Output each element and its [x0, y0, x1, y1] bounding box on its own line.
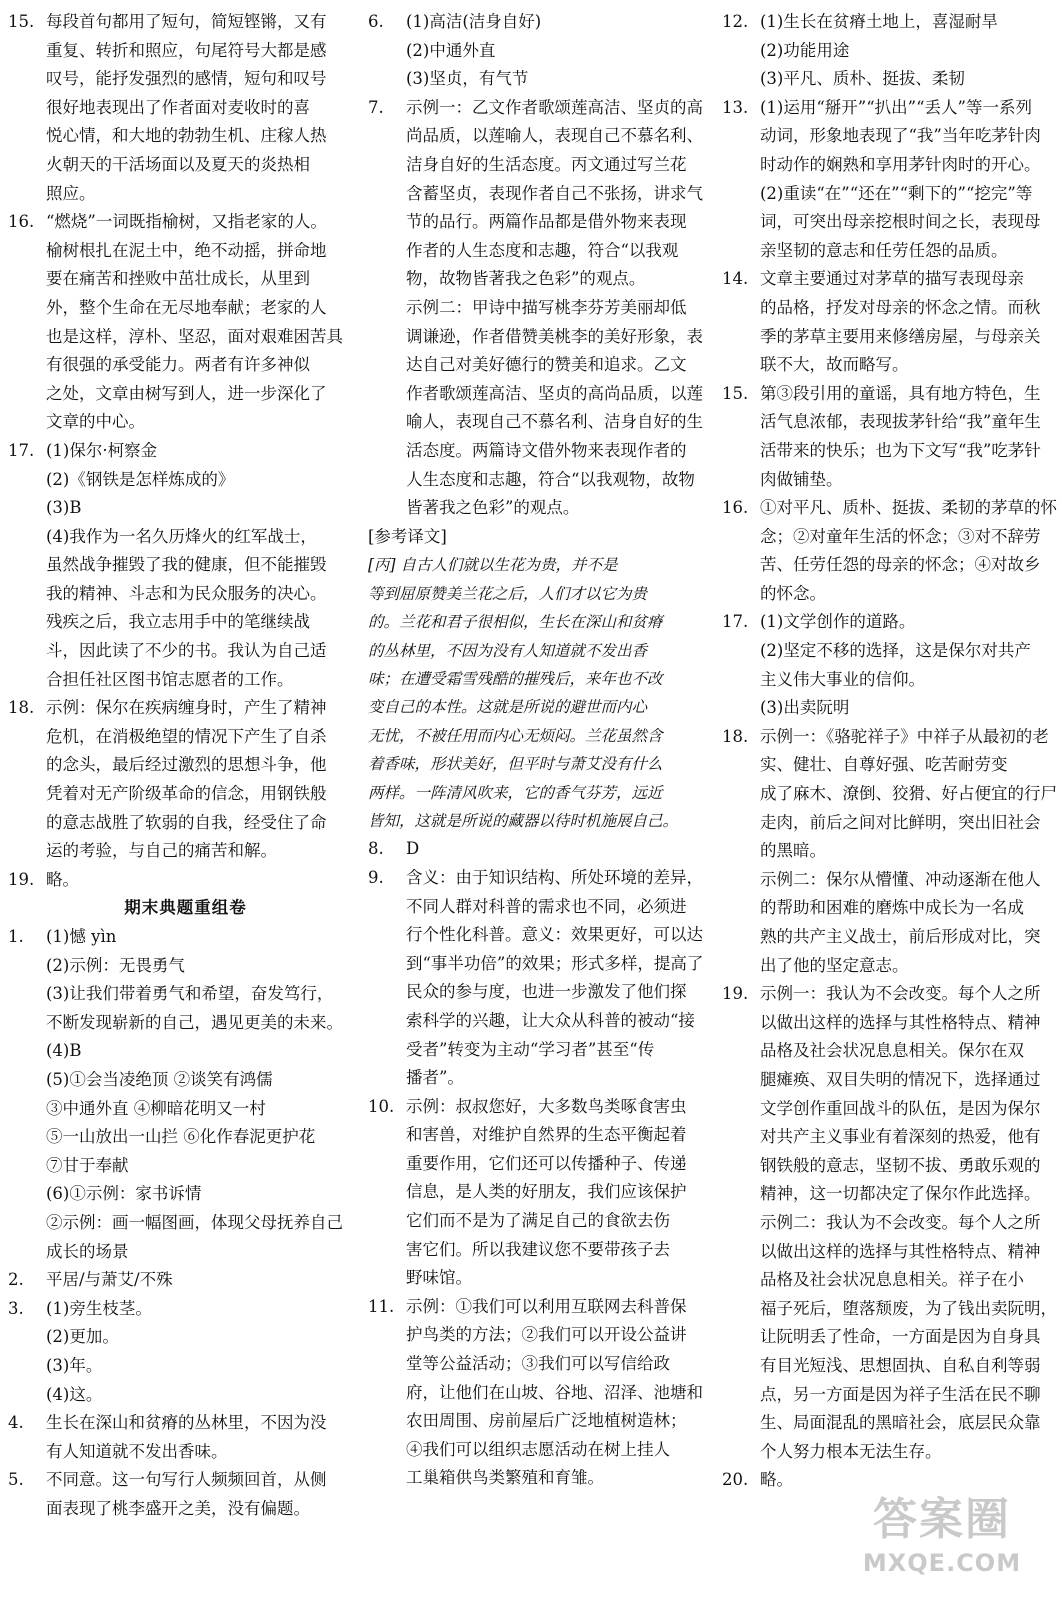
answer-line: 合担任社区图书馆志愿者的工作。	[46, 669, 294, 689]
answer-16b	[722, 494, 1056, 608]
answer-line: 要在痛苦和挫败中茁壮成长，从里到	[46, 269, 310, 289]
answer-7	[368, 94, 710, 523]
answer-line: 工巢箱供鸟类繁殖和育雏。	[406, 1468, 604, 1488]
item-number: 1.	[8, 927, 24, 946]
answer-line: ③中通外直 ④柳暗花明又一村	[46, 1098, 266, 1118]
answer-line: 也是这样，淳朴、坚忍，面对艰难困苦具	[46, 326, 343, 346]
answer-line: 行个性化科普。意义：效果更好，可以达	[406, 925, 703, 945]
item-number: 6.	[368, 12, 384, 31]
answer-line: 榆树根扎在泥土中，绝不动摇，拼命地	[46, 240, 327, 260]
answer-line: 作者的人生态度和志趣，符合“以我观	[406, 240, 679, 260]
answer-line: 略。	[760, 1470, 793, 1490]
answer-line: 示例二：保尔从懵懂、冲动逐渐在他人	[760, 869, 1041, 889]
answer-line: 成长的场景	[46, 1241, 129, 1261]
answer-line: ①对平凡、质朴、挺拔、柔韧的茅草的怀	[760, 498, 1057, 518]
answer-line: 以做出这样的选择与其性格特点、精神	[760, 1241, 1041, 1261]
answer-line: 平居/与萧艾/不殊	[46, 1270, 173, 1290]
answer-line: 斗，因此读了不少的书。我认为自己适	[46, 641, 327, 661]
answer-5	[8, 1466, 353, 1523]
answer-line: 它们而不是为了满足自己的食欲去伤	[406, 1211, 670, 1231]
answer-line: 的怀念。	[760, 583, 826, 603]
answer-line: 残疾之后，我立志用手中的笔继续战	[46, 612, 310, 632]
answer-line: (4)我作为一名久历烽火的红军战士，	[46, 526, 317, 546]
item-number: 16.	[8, 212, 35, 232]
answer-line: 实、健壮、自尊好强、吃苦耐劳变	[760, 755, 1008, 775]
answer-16	[8, 208, 353, 437]
item-number: 4.	[8, 1413, 24, 1433]
answer-line: 含蓄坚贞，表现作者自己不张扬，讲求气	[406, 183, 703, 203]
item-number: 14.	[722, 269, 749, 289]
answer-line: 外，整个生命在无尽地奉献；老家的人	[46, 297, 327, 317]
answer-17	[8, 437, 353, 694]
answer-line: 示例：保尔在疾病缠身时，产生了精神	[46, 698, 327, 718]
answer-line: 危机，在消极绝望的情况下产生了自杀	[46, 726, 327, 746]
answer-line: 叹号，能抒发强烈的感情，短句和叹号	[46, 69, 327, 89]
answer-8	[368, 835, 710, 864]
answer-line: 示例一：《骆驼祥子》中祥子从最初的老	[760, 726, 1049, 746]
translation-line: 等到屈原赞美兰花之后，人们才以它为贵	[368, 584, 648, 603]
answer-20	[722, 1466, 1056, 1495]
answer-line: 和害兽，对维护自然界的生态平衡起着	[406, 1125, 687, 1145]
answer-line: 的意志战胜了软弱的自我，经受住了命	[46, 812, 327, 832]
answer-line: 活带来的快乐；也为下文写“我”吃茅针	[760, 440, 1041, 460]
answer-line: 农田周围、房前屋后广泛地植树造林；	[406, 1411, 687, 1431]
answer-line: 尚品质，以莲喻人，表现自己不慕名利、	[406, 126, 703, 146]
item-number: 9.	[368, 867, 384, 887]
answer-line: 让阮明丢了性命，一方面是因为自身具	[760, 1327, 1041, 1347]
item-number: 15.	[722, 383, 749, 403]
answer-line: 文章的中心。	[46, 412, 145, 432]
translation-line: 两样。一阵清风吹来，它的香气芬芳，远近	[368, 783, 663, 802]
answer-4	[8, 1409, 353, 1466]
answer-line: 作者歌颂莲高洁、坚贞的高尚品质，以莲	[406, 383, 703, 403]
answer-line: 皆著我之色彩”的观点。	[406, 498, 580, 518]
answer-12	[722, 8, 1056, 94]
answer-line: 文学创作重回战斗的队伍，是因为保尔	[760, 1098, 1041, 1118]
answer-line: 民众的参与度，也进一步激发了他们探	[406, 982, 687, 1002]
answer-line: 调谦逊，作者借赞美桃李的美好形象，表	[406, 326, 703, 346]
answer-line: 精神，这一切都决定了保尔作此选择。	[760, 1184, 1041, 1204]
answer-line: 照应。	[46, 183, 96, 203]
answer-line: 略。	[46, 869, 79, 889]
answer-15	[8, 8, 353, 208]
item-number: 10.	[368, 1096, 395, 1116]
answer-line: 示例一：乙文作者歌颂莲高洁、坚贞的高	[406, 97, 703, 117]
answer-line: (6)①示例：家书诉情	[46, 1184, 202, 1204]
answer-line: 生、局面混乱的黑暗社会，底层民众靠	[760, 1413, 1041, 1433]
answer-17b	[722, 608, 1056, 722]
answer-line: 示例二：甲诗中描写桃李芬芳美丽却低	[406, 297, 687, 317]
answer-line: (2)《钢铁是怎样炼成的》	[46, 469, 235, 489]
answer-line: ②示例：画一幅图画，体现父母抚养自己	[46, 1212, 343, 1232]
answer-line: 护鸟类的方法；②我们可以开设公益讲	[406, 1325, 687, 1345]
item-number: 2.	[8, 1270, 24, 1290]
answer-line: 示例：①我们可以利用互联网去科普保	[406, 1296, 687, 1316]
answer-line: 面表现了桃李盛开之美，没有偏题。	[46, 1498, 310, 1518]
answer-1	[8, 923, 353, 1266]
item-number: 17.	[8, 440, 35, 460]
answer-line: 物，故物皆著我之色彩”的观点。	[406, 269, 646, 289]
answer-line: (3)坚贞，有气节	[406, 69, 529, 89]
answer-14	[722, 265, 1056, 379]
answer-line: 重要作用，它们还可以传播种子、传递	[406, 1153, 687, 1173]
answer-19	[8, 866, 353, 895]
answer-line: 熟的共产主义战士，前后形成对比，突	[760, 927, 1041, 946]
answer-line: (1)文学创作的道路。	[760, 612, 916, 632]
answer-line: 福子死后，堕落颓废，为了钱出卖阮明，	[760, 1298, 1057, 1318]
answer-line: (2)中通外直	[406, 40, 496, 60]
answer-line: 虽然战争摧毁了我的健康，但不能摧毁	[46, 555, 327, 575]
section-heading: 期末典题重组卷	[124, 898, 247, 918]
answer-line: 喻人，表现自己不慕名利、洁身自好的生	[406, 412, 703, 432]
answer-line: 季的茅草主要用来修缮房屋，与母亲关	[760, 326, 1041, 346]
translation-line: 着香味，形状美好，但平时与萧艾没有什么	[368, 755, 663, 774]
answer-line: (2)功能用途	[760, 40, 850, 60]
answer-line: 示例一：我认为不会改变。每个人之所	[760, 984, 1041, 1004]
answer-15b	[722, 380, 1056, 494]
translation-line: 味；在遭受霜雪残酷的摧残后，来年也不改	[368, 669, 663, 688]
answer-line: 联不大，故而略写。	[760, 355, 909, 375]
answer-line: (1)运用“掰开”“扒出”“丢人”等一系列	[760, 97, 1032, 117]
answer-line: 肉做铺垫。	[760, 469, 843, 489]
answer-2	[8, 1266, 353, 1295]
watermark-logo-text: 答案圈	[873, 1494, 1011, 1545]
answer-line: 之处，文章由树写到人，进一步深化了	[46, 383, 327, 403]
answer-line: (2)更加。	[46, 1327, 119, 1347]
item-number: 8.	[368, 839, 384, 859]
translation-line: [丙] 自古人们就以生花为贵，并不是	[368, 556, 618, 575]
answer-line: (2)坚定不移的选择，这是保尔对共产	[760, 641, 1031, 661]
column-middle	[368, 8, 710, 1493]
item-number: 20.	[722, 1470, 749, 1490]
answer-line: 苦、任劳任怨的母亲的怀念；④对故乡	[760, 555, 1041, 575]
answer-9	[368, 864, 710, 1093]
answer-line: 时动作的娴熟和享用茅针肉时的开心。	[760, 154, 1041, 174]
answer-line: 运的考验，与自己的痛苦和解。	[46, 841, 277, 861]
answer-line: D	[406, 839, 420, 859]
answer-18	[8, 694, 353, 866]
answer-line: 凭着对无产阶级革命的信念，用钢铁般	[46, 784, 327, 804]
item-number: 19.	[722, 984, 749, 1004]
answer-line: 品格及社会状况息息相关。祥子在小	[760, 1270, 1024, 1290]
answer-line: (1)憾 yìn	[46, 927, 117, 946]
column-left	[8, 8, 353, 1523]
answer-line: “燃烧”一词既指榆树，又指老家的人。	[46, 212, 327, 232]
answer-line: 主义伟大事业的信仰。	[760, 669, 925, 689]
answer-line: 有很强的承受能力。两者有许多神似	[46, 355, 310, 375]
answer-line: 每段首句都用了短句，简短铿锵，又有	[46, 12, 327, 31]
answer-line: 品格及社会状况息息相关。保尔在双	[760, 1041, 1024, 1061]
answer-line: 的念头，最后经过激烈的思想斗争，他	[46, 755, 327, 775]
translation-line: 无忧，不被任用而内心无烦闷。兰花虽然含	[368, 726, 663, 745]
answer-3	[8, 1295, 353, 1409]
answer-line: 活态度。两篇诗文借外物来表现作者的	[406, 440, 687, 460]
translation-line: 皆知，这就是所说的藏器以待时机施展自己。	[368, 811, 679, 830]
answer-10	[368, 1093, 710, 1293]
answer-line: 悦心情，和大地的勃勃生机、庄稼人热	[46, 126, 327, 146]
answer-line: 府，让他们在山坡、谷地、沼泽、池塘和	[406, 1382, 703, 1402]
answer-line: 有目光短浅、思想固执、自私自利等弱	[760, 1355, 1041, 1375]
answer-line: 第③段引用的童谣，具有地方特色，生	[760, 383, 1041, 403]
answer-line: 的帮助和困难的磨炼中成长为一名成	[760, 898, 1024, 918]
answer-line: (1)生长在贫瘠土地上，喜湿耐旱	[760, 12, 998, 31]
answer-line: 钢铁般的意志，坚韧不拔、勇敢乐观的	[760, 1155, 1041, 1175]
item-number: 7.	[368, 97, 384, 117]
item-number: 12.	[722, 12, 749, 31]
answer-line: 动词，形象地表现了“我”当年吃茅针肉	[760, 126, 1041, 146]
answer-line: 达自己对美好德行的赞美和追求。乙文	[406, 355, 687, 375]
answer-line: (3)B	[46, 498, 82, 518]
answer-line: 词，可突出母亲挖根时间之长，表现母	[760, 212, 1041, 232]
watermark-url: MXQE.COM	[862, 1549, 1022, 1577]
answer-line: 洁身自好的生活态度。丙文通过写兰花	[406, 154, 687, 174]
answer-line: (3)平凡、质朴、挺拔、柔韧	[760, 69, 965, 89]
answer-line: 出了他的坚定意志。	[760, 955, 909, 975]
site-watermark	[842, 1492, 1042, 1586]
answer-line: 走肉，前后之间对比鲜明，突出旧社会	[760, 812, 1041, 832]
answer-line: 文章主要通过对茅草的描写表现母亲	[760, 269, 1024, 289]
answer-line: 不断发现崭新的自己，遇见更美的未来。	[46, 1012, 343, 1032]
answer-line: 亲坚韧的意志和任劳任怨的品质。	[760, 240, 1008, 260]
answer-line: 的黑暗。	[760, 841, 826, 861]
translation-line: 的丛林里，不因为没有人知道就不发出香	[368, 641, 648, 660]
answer-line: 害它们。所以我建议您不要带孩子去	[406, 1239, 670, 1259]
item-number: 18.	[8, 698, 35, 718]
answer-line: 不同意。这一句写行人频频回首，从侧	[46, 1470, 327, 1490]
answer-line: 的品格，抒发对母亲的怀念之情。而秋	[760, 297, 1041, 317]
translation-heading: [参考译文]	[368, 526, 447, 546]
item-number: 18.	[722, 726, 749, 746]
answer-line: (1)保尔·柯察金	[46, 440, 158, 460]
answer-line: (3)出卖阮明	[760, 698, 850, 718]
item-number: 11.	[368, 1296, 395, 1316]
answer-line: (3)让我们带着勇气和希望，奋发笃行，	[46, 984, 334, 1004]
answer-line: 到“事半功倍”的效果；形式多样，提高了	[406, 953, 704, 973]
item-number: 3.	[8, 1298, 24, 1318]
answer-line: (3)年。	[46, 1355, 103, 1375]
answer-line: 索科学的兴趣，让大众从科普的被动“接	[406, 1010, 695, 1030]
answer-line: 信息，是人类的好朋友，我们应该保护	[406, 1182, 687, 1202]
translation-text	[368, 551, 710, 835]
translation-line: 的。兰花和君子很相似，生长在深山和贫瘠	[368, 613, 663, 632]
answer-line: 成了麻木、潦倒、狡猾、好占便宜的行尸	[760, 784, 1057, 804]
answer-line: 重复、转折和照应，句尾符号大都是感	[46, 40, 327, 60]
answer-line: (4)B	[46, 1041, 82, 1061]
answer-line: 个人努力根本无法生存。	[760, 1441, 942, 1461]
answer-line: 受者”转变为主动“学习者”甚至“传	[406, 1039, 655, 1059]
answer-line: 不同人群对科普的需求也不同，必须进	[406, 896, 687, 916]
answer-line: (5)①会当凌绝顶 ②谈笑有鸿儒	[46, 1069, 273, 1089]
item-number: 16.	[722, 498, 749, 518]
answer-19b	[722, 980, 1056, 1466]
answer-line: ⑤一山放出一山拦 ⑥化作春泥更护花	[46, 1127, 316, 1147]
answer-line: 野味馆。	[406, 1268, 472, 1288]
answer-18b	[722, 723, 1056, 980]
item-number: 15.	[8, 12, 35, 31]
translation-line: 变自己的本性。这就是所说的避世而内心	[368, 698, 648, 717]
answer-line: 对共产主义事业有着深刻的热爱，他有	[760, 1127, 1041, 1147]
answer-line: 人生态度和志趣，符合“以我观物，故物	[406, 469, 695, 489]
answer-line: ⑦甘于奉献	[46, 1155, 129, 1175]
answer-line: (2)重读“在”“还在”“剩下的”“挖完”等	[760, 183, 1033, 203]
answer-line: 有人知道就不发出香味。	[46, 1441, 228, 1461]
answer-line: (1)高洁(洁身自好)	[406, 12, 542, 31]
item-number: 17.	[722, 612, 749, 632]
answer-line: 很好地表现出了作者面对麦收时的喜	[46, 97, 310, 117]
answer-13	[722, 94, 1056, 266]
answer-line: 生长在深山和贫瘠的丛林里，不因为没	[46, 1413, 327, 1433]
answer-line: 以做出这样的选择与其性格特点、精神	[760, 1012, 1041, 1032]
answer-11	[368, 1293, 710, 1493]
answer-line: 我的精神、斗志和为民众服务的决心。	[46, 583, 327, 603]
item-number: 5.	[8, 1470, 24, 1490]
item-number: 13.	[722, 97, 749, 117]
answer-line: 堂等公益活动；③我们可以写信给政	[406, 1354, 670, 1374]
answer-line: (1)旁生枝茎。	[46, 1298, 152, 1318]
answer-line: (4)这。	[46, 1384, 103, 1404]
answer-line: 念；②对童年生活的怀念；③对不辞劳	[760, 526, 1041, 546]
answer-line: 火朝天的干活场面以及夏天的炎热相	[46, 154, 310, 174]
answer-line: 点，另一方面是因为祥子生活在民不聊	[760, 1384, 1041, 1404]
answer-6	[368, 8, 710, 94]
column-right	[722, 8, 1056, 1495]
item-number: 19.	[8, 869, 35, 889]
answer-line: (2)示例：无畏勇气	[46, 955, 185, 975]
answer-line: 含义：由于知识结构、所处环境的差异，	[406, 867, 703, 887]
answer-line: 腿瘫痪、双目失明的情况下，选择通过	[760, 1069, 1041, 1089]
answer-line: 播者”。	[406, 1068, 464, 1088]
answer-line: ④我们可以组织志愿活动在树上挂人	[406, 1439, 670, 1459]
answer-line: 示例：叔叔您好，大多数鸟类啄食害虫	[406, 1096, 687, 1116]
answer-line: 活气息浓郁，表现拔茅针给“我”童年生	[760, 412, 1041, 432]
answer-line: 节的品行。两篇作品都是借外物来表现	[406, 212, 687, 232]
answer-line: 示例二：我认为不会改变。每个人之所	[760, 1212, 1041, 1232]
